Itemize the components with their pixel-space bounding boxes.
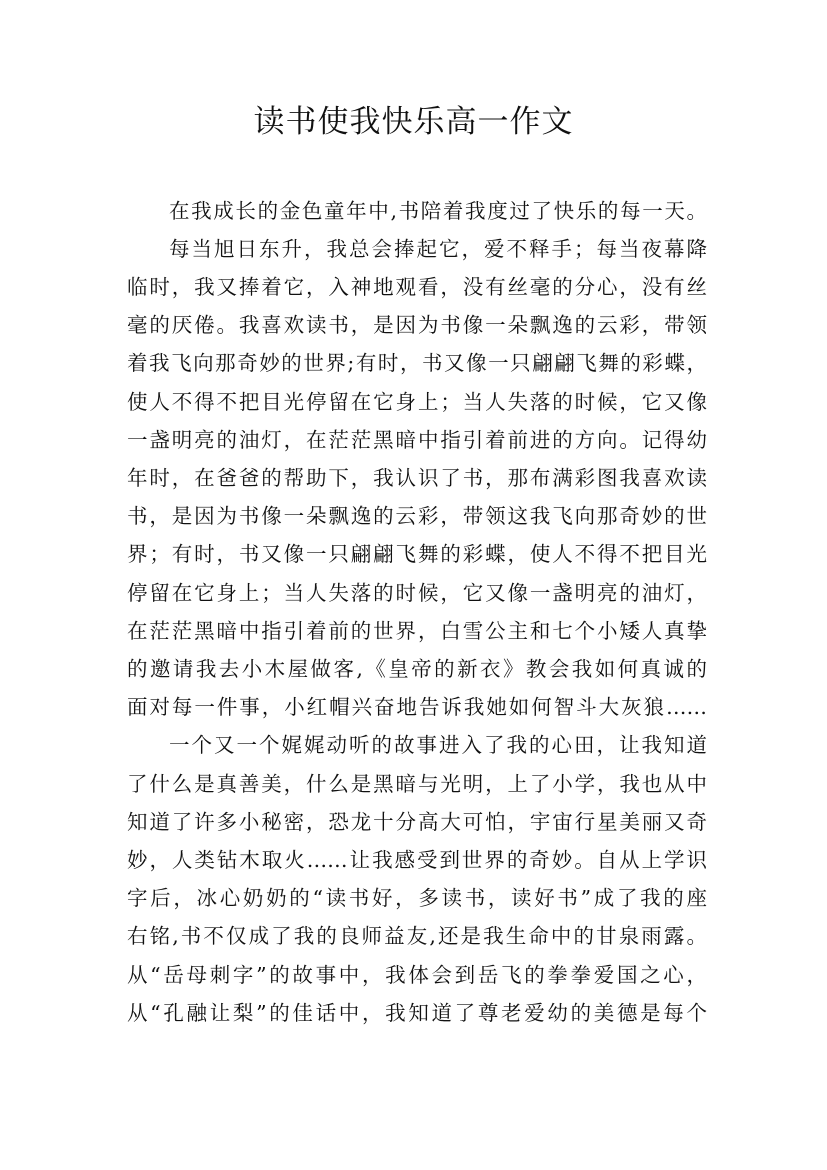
text-line: 临时，我又捧着它，入神地观看，没有丝毫的分心，没有丝: [127, 275, 707, 299]
text-line: 在茫茫黑暗中指引着前的世界，白雪公主和七个小矮人真挚: [127, 619, 707, 643]
text-line: 面对每一件事，小红帽兴奋地告诉我她如何智斗大灰狼……: [127, 695, 707, 719]
text-line: 每当旭日东升，我总会捧起它，爱不释手；每当夜幕降: [169, 237, 707, 261]
text-line: 毫的厌倦。我喜欢读书，是因为书像一朵飘逸的云彩，带领: [127, 313, 707, 337]
text-line: 停留在它身上；当人失落的时候，它又像一盏明亮的油灯，: [127, 581, 707, 605]
text-line: 着我飞向那奇妙的世界;有时，书又像一只翩翩飞舞的彩蝶，: [127, 351, 707, 375]
text-line: 的邀请我去小木屋做客,《皇帝的新衣》教会我如何真诚的: [127, 657, 707, 681]
text-line: 从“孔融让梨”的佳话中，我知道了尊老爱幼的美德是每个: [127, 1001, 707, 1025]
text-line: 知道了许多小秘密，恐龙十分高大可怕，宇宙行星美丽又奇: [127, 810, 707, 834]
text-line: 年时，在爸爸的帮助下，我认识了书，那布满彩图我喜欢读: [127, 466, 707, 490]
text-line: 了什么是真善美，什么是黑暗与光明，上了小学，我也从中: [127, 772, 707, 796]
text-line: 字后，冰心奶奶的“读书好，多读书，读好书”成了我的座: [127, 886, 707, 910]
text-line: 在我成长的金色童年中,书陪着我度过了快乐的每一天。: [169, 199, 707, 223]
text-line: 从“岳母刺字”的故事中，我体会到岳飞的拳拳爱国之心，: [127, 963, 707, 987]
text-line: 妙，人类钻木取火……让我感受到世界的奇妙。自从上学识: [127, 848, 707, 872]
text-line: 书，是因为书像一朵飘逸的云彩，带领这我飞向那奇妙的世: [127, 504, 707, 528]
document-title: 读书使我快乐高一作文: [253, 104, 574, 140]
text-line: 一个又一个娓娓动听的故事进入了我的心田，让我知道: [169, 733, 707, 757]
text-line: 界；有时，书又像一只翩翩飞舞的彩蝶，使人不得不把目光: [127, 542, 707, 566]
text-line: 右铭,书不仅成了我的良师益友,还是我生命中的甘泉雨露。: [127, 924, 707, 948]
text-line: 一盏明亮的油灯，在茫茫黑暗中指引着前进的方向。记得幼: [127, 428, 707, 452]
text-line: 使人不得不把目光停留在它身上；当人失落的时候，它又像: [127, 390, 707, 414]
